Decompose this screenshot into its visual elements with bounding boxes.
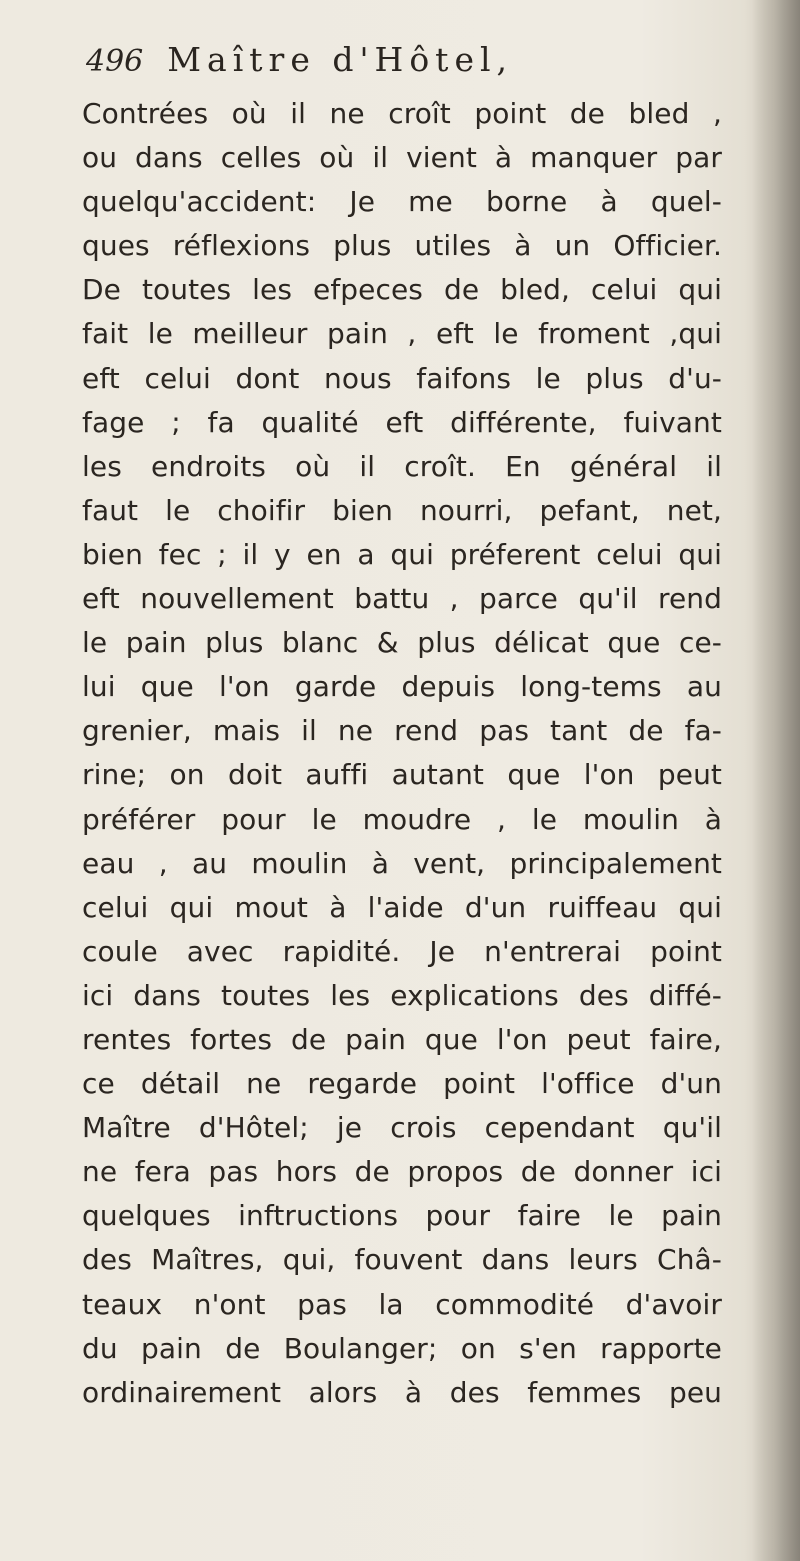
- running-head: Maître d'Hôtel,: [167, 40, 514, 79]
- text-line: préférer pour le moudre , le moulin à: [82, 802, 722, 836]
- text-line: fage ; fa qualité eft différente, fuivant: [82, 405, 722, 439]
- text-line: ce détail ne regarde point l'office d'un: [82, 1067, 722, 1101]
- text-line: des Maîtres, qui, fouvent dans leurs Châ-: [82, 1243, 722, 1277]
- text-line: le pain plus blanc & plus délicat que ce-: [82, 626, 722, 660]
- text-line: les endroits où il croît. En général il: [82, 449, 722, 483]
- text-line: faut le choifir bien nourri, pefant, net,: [82, 493, 722, 527]
- text-line: bien fec ; il y en a qui préferent celui qui: [82, 537, 722, 571]
- text-line: teaux n'ont pas la commodité d'avoir: [82, 1287, 722, 1321]
- text-line: quelqu'accident: Je me borne à quel-: [82, 185, 722, 219]
- body-text: [82, 92, 722, 1415]
- text-line: lui que l'on garde depuis long-tems au: [82, 670, 722, 704]
- text-line: ordinairement alors à des femmes peu: [82, 1375, 722, 1409]
- text-line: coule avec rapidité. Je n'entrerai point: [82, 934, 722, 968]
- text-line: fait le meilleur pain , eft le froment ,qui: [82, 317, 722, 351]
- text-line: ici dans toutes les explications des diffé-: [82, 978, 722, 1012]
- text-line: celui qui mout à l'aide d'un ruiffeau qui: [82, 890, 722, 924]
- text-line: eau , au moulin à vent, principalement: [82, 846, 722, 880]
- text-line: ques réflexions plus utiles à un Officier.: [82, 229, 722, 263]
- text-line: eft nouvellement battu , parce qu'il rend: [82, 582, 722, 616]
- text-line: De toutes les efpeces de bled, celui qui: [82, 273, 722, 307]
- text-line: rine; on doit auffi autant que l'on peut: [82, 758, 722, 792]
- text-line: quelques inftructions pour faire le pain: [82, 1199, 722, 1233]
- text-line: rentes fortes de pain que l'on peut faire,: [82, 1022, 722, 1056]
- page-spine-shadow: [752, 0, 800, 1561]
- text-line: eft celui dont nous faifons le plus d'u-: [82, 361, 722, 395]
- text-line: ne fera pas hors de propos de donner ici: [82, 1155, 722, 1189]
- text-line: Contrées où il ne croît point de bled ,: [82, 97, 722, 130]
- text-line: grenier, mais il ne rend pas tant de fa-: [82, 714, 722, 748]
- text-line: du pain de Boulanger; on s'en rapporte: [82, 1331, 722, 1365]
- text-line: Maître d'Hôtel; je crois cependant qu'il: [82, 1111, 722, 1145]
- page-header: [86, 40, 706, 92]
- text-line: ou dans celles où il vient à manquer par: [82, 141, 722, 175]
- page-number: 496: [86, 44, 144, 79]
